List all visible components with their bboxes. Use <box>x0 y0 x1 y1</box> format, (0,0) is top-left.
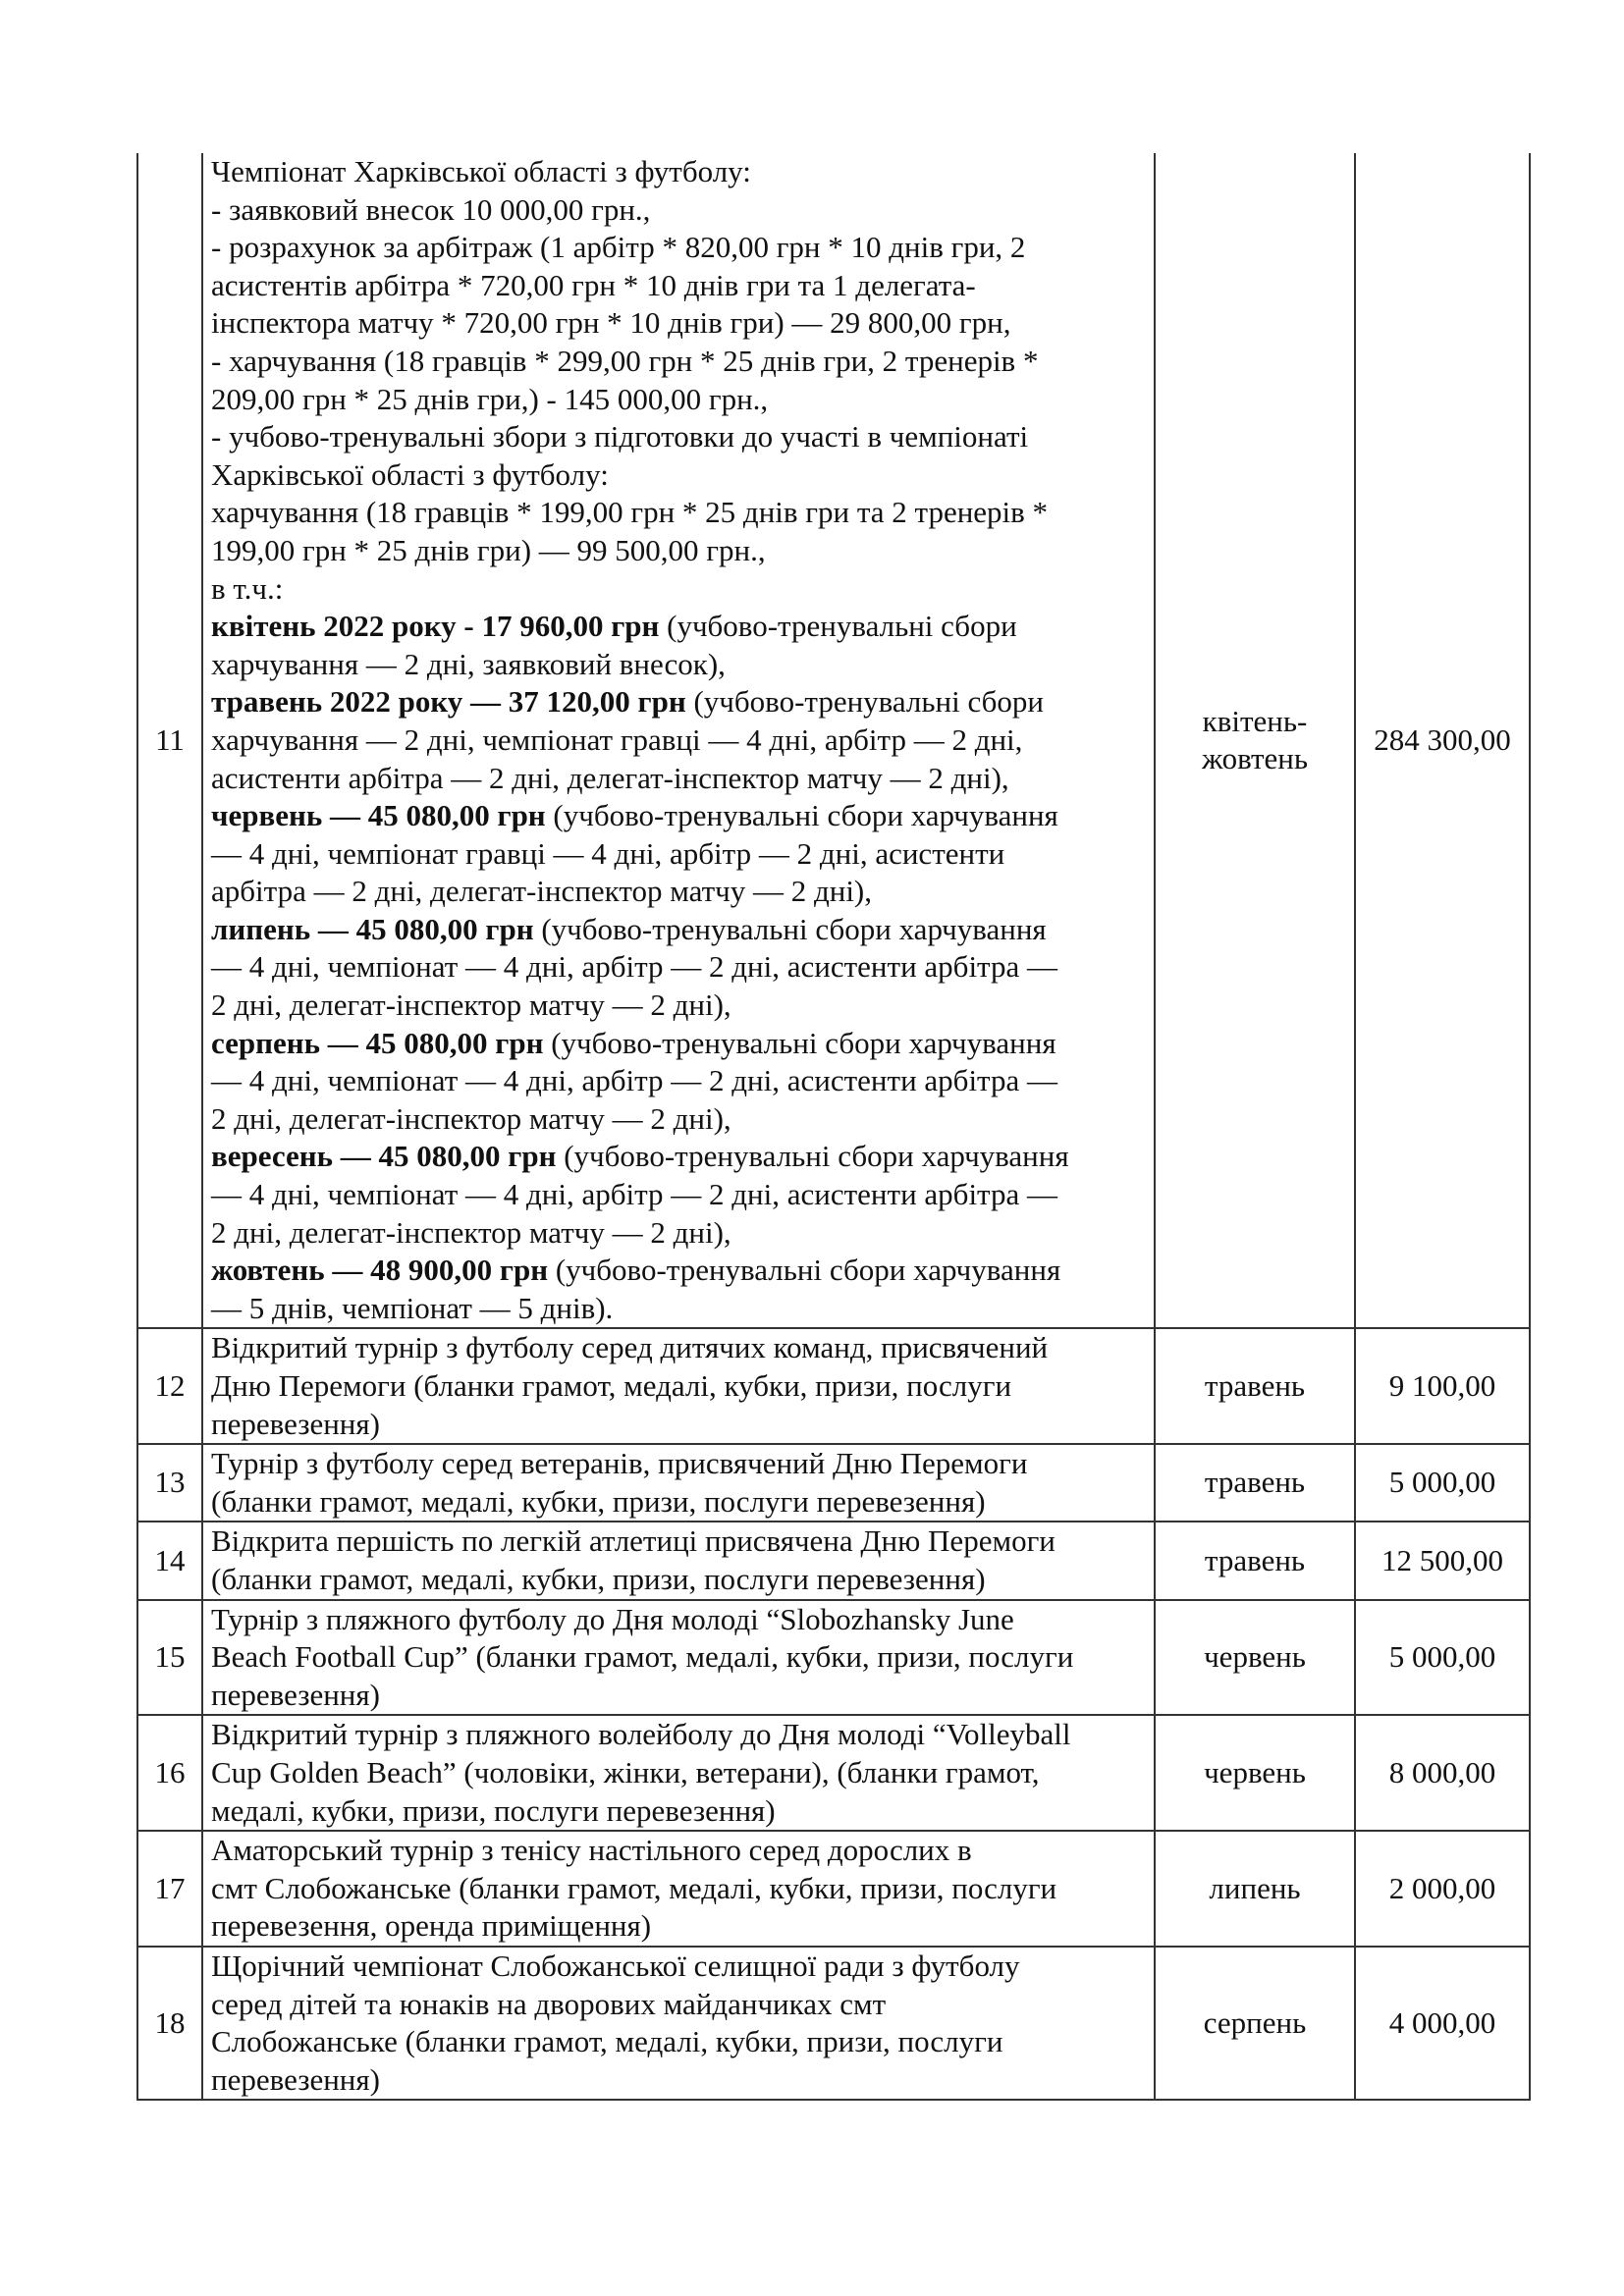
event-description <box>202 1444 1155 1522</box>
description-text: перевезення) <box>211 2061 380 2097</box>
description-line <box>211 1214 1146 1253</box>
table-row <box>137 1831 1530 1947</box>
description-text: (учбово-тренувальні сбори харчування <box>548 1253 1061 1288</box>
description-line <box>211 1025 1146 1063</box>
description-line <box>211 418 1146 456</box>
description-text: (учбово-тренувальні сбори <box>685 684 1044 720</box>
description-line <box>211 456 1146 495</box>
description-line <box>211 381 1146 419</box>
description-line <box>211 1100 1146 1139</box>
row-number: 18 <box>137 1947 202 2100</box>
description-line <box>211 1445 1146 1483</box>
description-line <box>211 570 1146 609</box>
event-term <box>1155 1831 1355 1947</box>
month-amount-bold: серпень — 45 080,00 грн <box>211 1025 544 1060</box>
term-line: травень <box>1204 1368 1306 1403</box>
description-text: перевезення, оренда приміщення) <box>211 1908 652 1944</box>
description-line <box>211 1367 1146 1406</box>
description-text: серед дітей та юнаків на дворових майданчиках смт <box>211 1986 887 2021</box>
description-text: Щорічний чемпіонат Слобожанської селищної ради з футболу <box>211 1948 1020 1983</box>
description-line <box>211 948 1146 987</box>
description-line <box>211 1638 1146 1677</box>
description-line <box>211 1138 1146 1176</box>
event-term <box>1155 1715 1355 1831</box>
description-line <box>211 2023 1146 2061</box>
row-number: 13 <box>137 1444 202 1522</box>
description-text: Слобожанське (бланки грамот, медалі, кубки, призи, послуги <box>211 2024 1003 2059</box>
description-line <box>211 1986 1146 2024</box>
description-line <box>211 1870 1146 1908</box>
description-line <box>211 911 1146 949</box>
description-text: Харківської області з футболу: <box>211 456 609 492</box>
event-term <box>1155 1947 1355 2100</box>
description-text: асистенти арбітра — 2 дні, делегат-інспектор матчу — 2 дні), <box>211 760 1009 795</box>
description-text: Турнір з футболу серед ветеранів, присвячений Дню Перемоги <box>211 1446 1028 1481</box>
description-text: - розрахунок за арбітраж (1 арбітр * 820,00 грн * 10 днів гри, 2 <box>211 230 1026 265</box>
row-number: 16 <box>137 1715 202 1831</box>
description-text: — 4 дні, чемпіонат — 4 дні, арбітр — 2 дні, асистенти арбітра — <box>211 1063 1057 1098</box>
description-line <box>211 1252 1146 1290</box>
description-line <box>211 760 1146 798</box>
description-line <box>211 646 1146 684</box>
description-text: харчування — 2 дні, заявковий внесок), <box>211 646 726 681</box>
description-line <box>211 1329 1146 1367</box>
description-text: (учбово-тренувальні сбори <box>659 609 1017 644</box>
table-row <box>137 153 1530 1328</box>
description-line <box>211 1406 1146 1444</box>
description-text: (учбово-тренувальні сбори харчування <box>545 798 1058 833</box>
description-text: (бланки грамот, медалі, кубки, призи, послуги перевезення) <box>211 1483 986 1519</box>
row-number: 17 <box>137 1831 202 1947</box>
description-text: (учбово-тренувальні сбори харчування <box>533 911 1047 946</box>
description-line <box>211 153 1146 191</box>
description-text: арбітра — 2 дні, делегат-інспектор матчу — 2 дні), <box>211 874 873 909</box>
description-line <box>211 1948 1146 1986</box>
event-description <box>202 1600 1155 1716</box>
description-line <box>211 304 1146 343</box>
event-amount: 2 000,00 <box>1355 1831 1530 1947</box>
event-term <box>1155 1522 1355 1599</box>
event-description <box>202 1522 1155 1599</box>
description-line <box>211 1176 1146 1214</box>
description-line <box>211 2061 1146 2100</box>
description-line <box>211 873 1146 911</box>
description-text: в т.ч.: <box>211 570 284 606</box>
description-text: 2 дні, делегат-інспектор матчу — 2 дні), <box>211 1214 731 1250</box>
description-line <box>211 1677 1146 1715</box>
event-description <box>202 1831 1155 1947</box>
description-text: інспектора матчу * 720,00 грн * 10 днів гри) — 29 800,00 грн, <box>211 305 1011 341</box>
row-number: 11 <box>137 153 202 1328</box>
month-amount-bold: травень 2022 року — 37 120,00 грн <box>211 684 686 720</box>
term-line: травень <box>1204 1465 1306 1500</box>
event-term <box>1155 1328 1355 1444</box>
term-line: червень <box>1204 1754 1306 1789</box>
description-text: харчування — 2 дні, чемпіонат гравці — 4 дні, арбітр — 2 дні, <box>211 721 1023 757</box>
description-text: (учбово-тренувальні сбори харчування <box>543 1025 1056 1060</box>
event-amount: 4 000,00 <box>1355 1947 1530 2100</box>
table-row <box>137 1328 1530 1444</box>
description-line <box>211 1601 1146 1639</box>
description-text: Відкритий турнір з футболу серед дитячих команд, присвячений <box>211 1330 1049 1365</box>
term-line: травень <box>1204 1542 1306 1577</box>
description-text: Турнір з пляжного футболу до Дня молоді “Slobozhansky June <box>211 1601 1014 1636</box>
event-amount: 12 500,00 <box>1355 1522 1530 1599</box>
event-description <box>202 1328 1155 1444</box>
description-line <box>211 1290 1146 1328</box>
table-row <box>137 1600 1530 1716</box>
event-amount: 5 000,00 <box>1355 1600 1530 1716</box>
description-text: 199,00 грн * 25 днів гри) — 99 500,00 грн., <box>211 532 766 567</box>
event-description <box>202 1947 1155 2100</box>
description-line <box>211 1832 1146 1870</box>
table-body <box>137 153 1530 2100</box>
description-line <box>211 229 1146 267</box>
description-line <box>211 797 1146 835</box>
description-text: (бланки грамот, медалі, кубки, призи, послуги перевезення) <box>211 1561 986 1596</box>
description-line <box>211 494 1146 532</box>
term-line: квітень- <box>1202 703 1308 738</box>
description-line <box>211 1561 1146 1599</box>
description-text: Відкрита першість по легкій атлетиці присвячена Дню Перемоги <box>211 1523 1056 1559</box>
description-text: перевезення) <box>211 1406 380 1441</box>
description-line <box>211 267 1146 305</box>
event-amount: 5 000,00 <box>1355 1444 1530 1522</box>
description-text: медалі, кубки, призи, послуги перевезення) <box>211 1792 776 1828</box>
table-row <box>137 1522 1530 1599</box>
description-text: Чемпіонат Харківської області з футболу: <box>211 154 751 188</box>
description-text: — 4 дні, чемпіонат гравці — 4 дні, арбітр — 2 дні, асистенти <box>211 835 1005 871</box>
description-text: - харчування (18 гравців * 299,00 грн * 25 днів гри, 2 тренерів * <box>211 343 1039 378</box>
event-term <box>1155 1444 1355 1522</box>
description-line <box>211 835 1146 874</box>
month-amount-bold: вересень — 45 080,00 грн <box>211 1139 557 1174</box>
table-row <box>137 1947 1530 2100</box>
description-text: Beach Football Cup” (бланки грамот, медалі, кубки, призи, послуги <box>211 1639 1074 1675</box>
description-text: — 4 дні, чемпіонат — 4 дні, арбітр — 2 дні, асистенти арбітра — <box>211 1177 1057 1212</box>
event-amount: 9 100,00 <box>1355 1328 1530 1444</box>
description-text: харчування (18 гравців * 199,00 грн * 25 днів гри та 2 тренерів * <box>211 495 1049 530</box>
table-row <box>137 1715 1530 1831</box>
month-amount-bold: квітень 2022 року - 17 960,00 грн <box>211 609 660 644</box>
description-text: Аматорський турнір з тенісу настільного серед дорослих в <box>211 1833 972 1868</box>
event-term <box>1155 153 1355 1328</box>
description-line <box>211 1522 1146 1561</box>
event-description <box>202 153 1155 1328</box>
description-line <box>211 608 1146 646</box>
description-line <box>211 191 1146 230</box>
event-amount: 284 300,00 <box>1355 153 1530 1328</box>
table-row <box>137 1444 1530 1522</box>
description-text: 2 дні, делегат-інспектор матчу — 2 дні), <box>211 1100 731 1136</box>
event-term <box>1155 1600 1355 1716</box>
event-description <box>202 1715 1155 1831</box>
term-line: липень <box>1209 1870 1301 1905</box>
description-line <box>211 343 1146 381</box>
description-text: - учбово-тренувальні збори з підготовки до участі в чемпіонаті <box>211 419 1029 454</box>
description-line <box>211 1716 1146 1754</box>
description-text: Cup Golden Beach” (чоловіки, жінки, ветерани), (бланки грамот, <box>211 1754 1040 1789</box>
description-text: перевезення) <box>211 1677 380 1712</box>
description-line <box>211 1907 1146 1946</box>
description-line <box>211 1792 1146 1831</box>
row-number: 14 <box>137 1522 202 1599</box>
description-text: Відкритий турнір з пляжного волейболу до Дня молоді “Volleyball <box>211 1717 1071 1752</box>
description-text: асистентів арбітра * 720,00 грн * 10 днів гри та 1 делегата- <box>211 267 976 302</box>
description-line <box>211 1754 1146 1792</box>
description-text: смт Слобожанське (бланки грамот, медалі, кубки, призи, послуги <box>211 1870 1057 1905</box>
description-text: (учбово-тренувальні сбори харчування <box>556 1139 1069 1174</box>
description-text: - заявковий внесок 10 000,00 грн., <box>211 191 651 227</box>
month-amount-bold: жовтень — 48 900,00 грн <box>211 1253 549 1288</box>
row-number: 15 <box>137 1600 202 1716</box>
event-amount: 8 000,00 <box>1355 1715 1530 1831</box>
description-line <box>211 1062 1146 1100</box>
term-line: серпень <box>1203 2004 1307 2040</box>
description-line <box>211 987 1146 1025</box>
description-text: 2 дні, делегат-інспектор матчу — 2 дні), <box>211 988 731 1023</box>
description-line <box>211 1483 1146 1522</box>
description-line <box>211 532 1146 570</box>
description-text: — 4 дні, чемпіонат — 4 дні, арбітр — 2 дні, асистенти арбітра — <box>211 949 1057 985</box>
description-line <box>211 721 1146 760</box>
month-amount-bold: липень — 45 080,00 грн <box>211 911 534 946</box>
month-amount-bold: червень — 45 080,00 грн <box>211 798 546 833</box>
description-text: — 5 днів, чемпіонат — 5 днів). <box>211 1290 614 1325</box>
term-line: жовтень <box>1201 741 1309 776</box>
events-budget-table <box>136 153 1531 2101</box>
row-number: 12 <box>137 1328 202 1444</box>
description-text: Дню Перемоги (бланки грамот, медалі, кубки, призи, послуги <box>211 1368 1012 1403</box>
description-line <box>211 683 1146 721</box>
description-text: 209,00 грн * 25 днів гри,) - 145 000,00 грн., <box>211 381 769 416</box>
term-line: червень <box>1204 1639 1306 1675</box>
